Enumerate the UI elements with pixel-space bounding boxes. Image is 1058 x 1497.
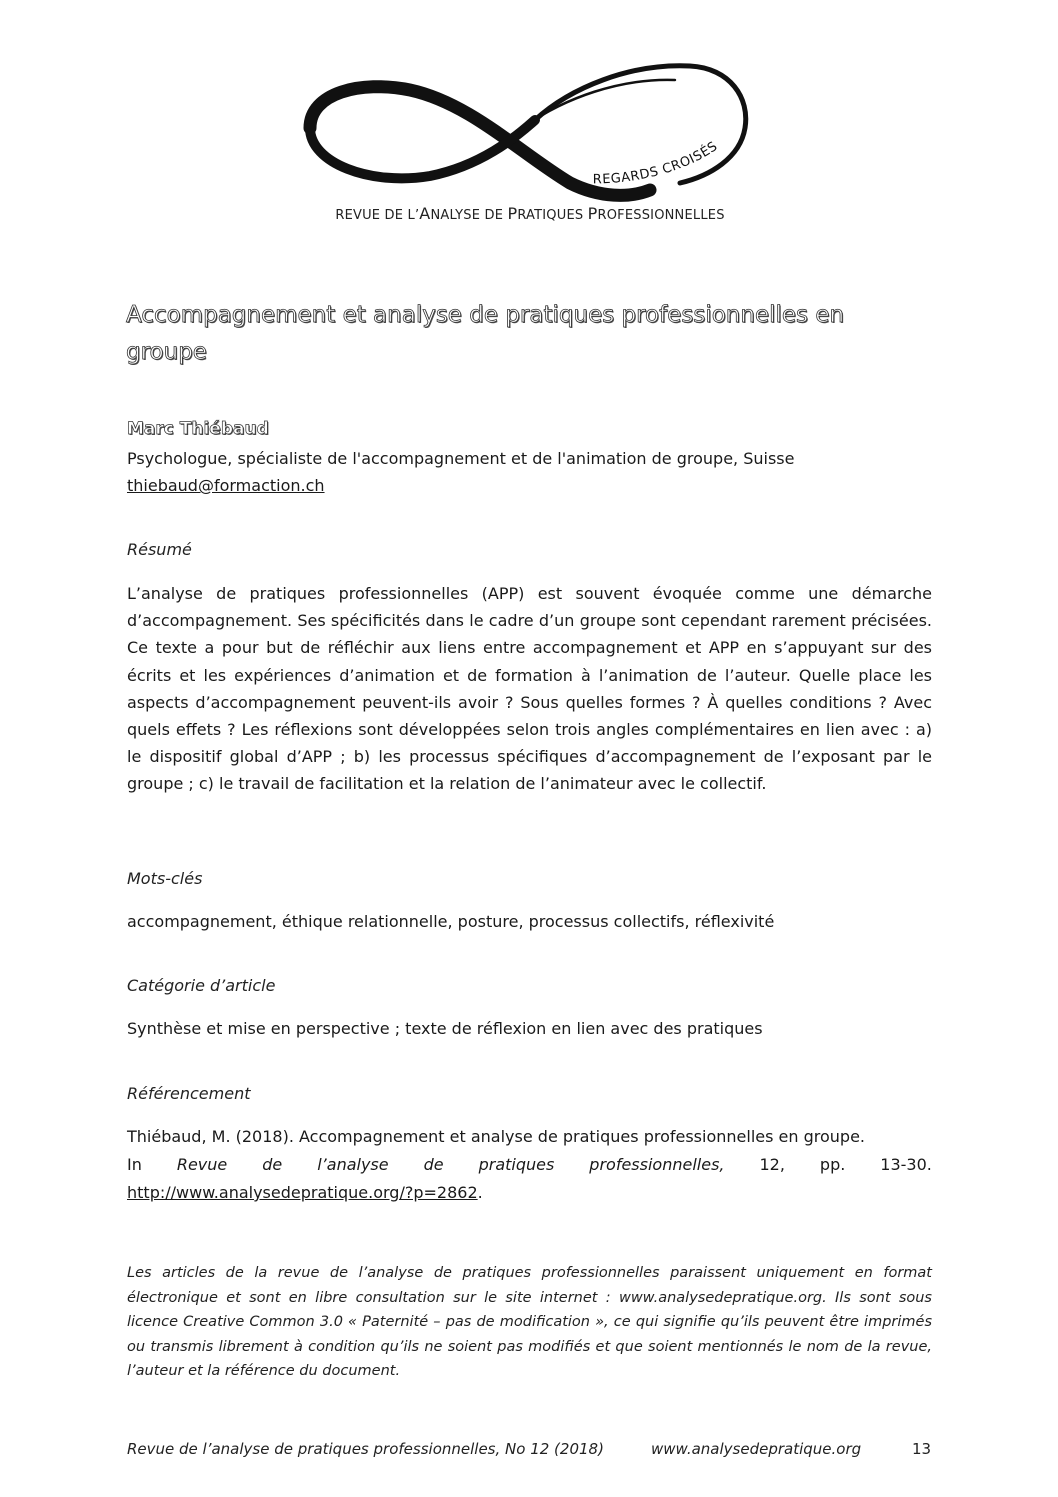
reference-word: pratiques bbox=[478, 1155, 555, 1174]
license-notice: Les articles de la revue de l’analyse de pratiques professionnelles paraissent uniquement en format électronique et sont en libre consultation sur le site internet : www.analysedepratique.org. Ils sont sous licence Creative Common 3.0 « Paternité – pas de modification », ce qui signifie qu’ils peuvent être imprimés ou transmis librement à condition qu’ils ne soient pas modifiés et que soient mentionnés le nom de la revue, l’auteur et la référence du document. bbox=[127, 1265, 932, 1379]
caption-initial: P bbox=[507, 204, 518, 223]
caption-part: RATIQUES bbox=[517, 208, 588, 223]
article-title: Accompagnement et analyse de pratiques professionnelles en groupe bbox=[126, 302, 845, 365]
reference-word: 13-30. bbox=[880, 1155, 932, 1174]
keywords-heading: Mots-clés bbox=[127, 869, 203, 888]
footer-website: www.analysedepratique.org bbox=[651, 1440, 862, 1458]
journal-caption bbox=[300, 204, 760, 223]
reference-word: de bbox=[262, 1155, 283, 1174]
caption-initial: A bbox=[419, 204, 431, 223]
category-heading: Catégorie d’article bbox=[127, 976, 276, 995]
caption-part: REVUE DE L’ bbox=[335, 208, 420, 223]
reference-line-2 bbox=[127, 1155, 932, 1174]
reference-word: l’analyse bbox=[317, 1155, 389, 1174]
abstract-heading: Résumé bbox=[127, 540, 192, 559]
logo-arc-text: REGARDS CROISÉS bbox=[592, 138, 721, 188]
author-affiliation: Psychologue, spécialiste de l'accompagnement et de l'animation de groupe, Suisse bbox=[127, 449, 795, 468]
reference-heading: Référencement bbox=[127, 1084, 251, 1103]
page-number: 13 bbox=[912, 1440, 932, 1458]
reference-word: 12, bbox=[759, 1155, 785, 1174]
reference-word bbox=[589, 1155, 724, 1174]
journal-logo bbox=[300, 58, 760, 228]
reference-line-3 bbox=[127, 1183, 932, 1202]
caption-part: ROFESSIONNELLES bbox=[597, 208, 725, 223]
caption-initial: P bbox=[587, 204, 598, 223]
reference-line-1: Thiébaud, M. (2018). Accompagnement et analyse de pratiques professionnelles en groupe. bbox=[127, 1127, 865, 1146]
category-text: Synthèse et mise en perspective ; texte de réflexion en lien avec des pratiques bbox=[127, 1019, 763, 1038]
abstract-text: L’analyse de pratiques professionnelles (APP) est souvent évoquée comme une démarche d’accompagnement. Ses spécificités dans le cadre d’un groupe sont cependant rarement précisées. Ce texte a pour but de réfléchir aux liens entre accompagnement et APP en s’appuyant sur des écrits et les expériences d’animation et de formation à l’animation de l’auteur. Quelle place les aspects d’accompagnement peuvent-ils avoir ? Sous quelles formes ? À quelles conditions ? Avec quels effets ? Les réflexions sont développées selon trois angles complémentaires en lien avec : a) le dispositif global d’APP ; b) les processus spécifiques d’accompagnement de l’exposant par le groupe ; c) le travail de facilitation et la relation de l’animateur avec le collectif. bbox=[127, 584, 932, 794]
footer-journal: Revue de l’analyse de pratiques professionnelles, No 12 (2018) bbox=[127, 1440, 604, 1458]
fish-infinity-logo-icon bbox=[300, 58, 760, 228]
reference-word: Revue bbox=[176, 1155, 228, 1174]
author-name: Marc Thiébaud bbox=[127, 419, 269, 439]
keywords-text: accompagnement, éthique relationnelle, posture, processus collectifs, réflexivité bbox=[127, 912, 775, 931]
svg-text:REGARDS CROISÉS bbox=[593, 139, 721, 187]
reference-url-suffix: . bbox=[477, 1183, 483, 1202]
reference-word: pp. bbox=[819, 1155, 846, 1174]
reference-word-italic: professionnelles, bbox=[589, 1155, 725, 1174]
author-email-link[interactable]: thiebaud@formaction.ch bbox=[127, 476, 325, 495]
reference-word: In bbox=[127, 1155, 142, 1174]
caption-part: NALYSE DE bbox=[430, 208, 508, 223]
reference-word: de bbox=[423, 1155, 444, 1174]
reference-url-link[interactable]: http://www.analysedepratique.org/?p=2862 bbox=[127, 1183, 478, 1202]
